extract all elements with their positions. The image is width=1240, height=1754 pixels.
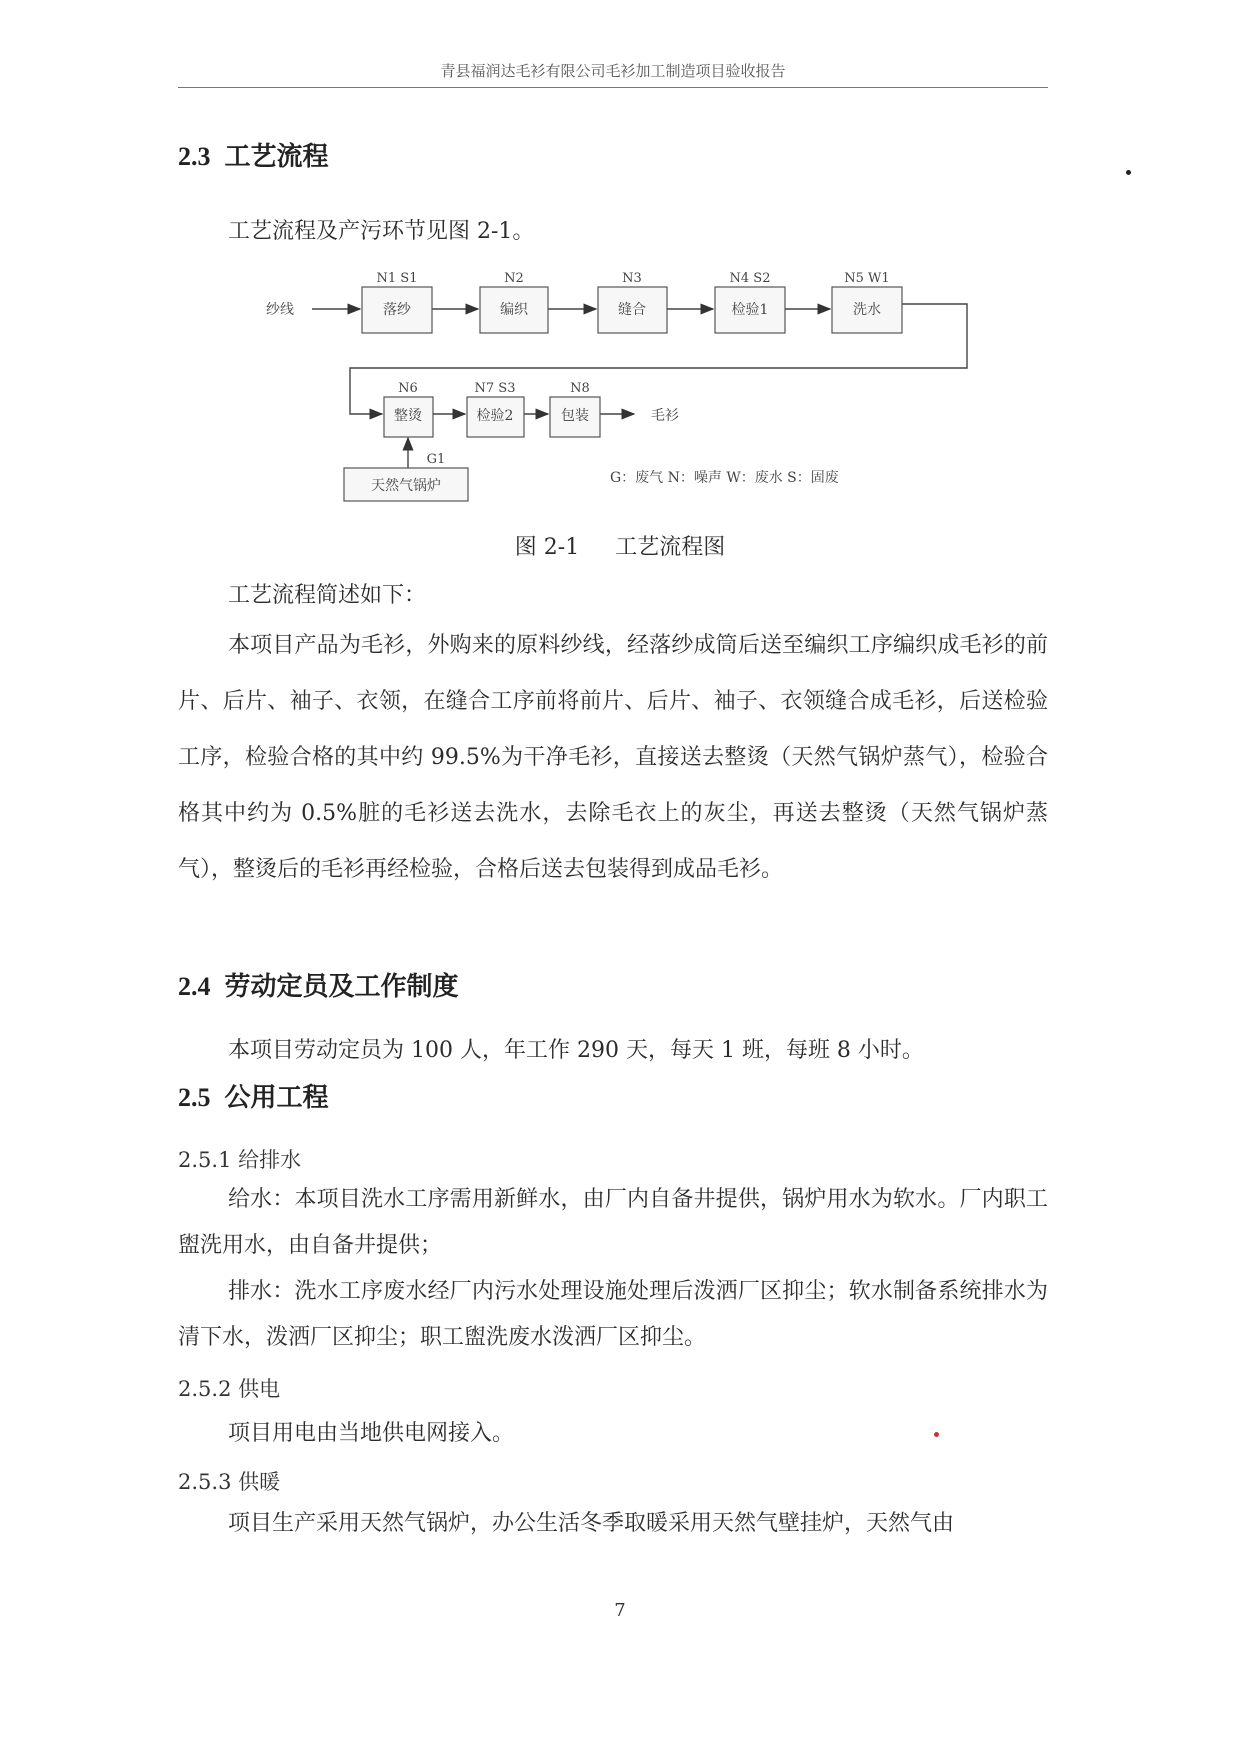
subsection-heading: 2.5.2 供电 [178,1377,281,1401]
flow-step-label: 落纱 [383,302,411,318]
flow-intro-text: 工艺流程及产污环节见图 2-1。 [228,219,535,244]
subsection-heading: 2.5.1 给排水 [178,1148,302,1172]
flow-input-label: 纱线 [266,302,294,318]
section-heading-2-4 [178,966,459,1003]
section-title: 工艺流程 [224,142,329,172]
flow-legend: G：废气 N：噪声 W：废水 S：固废 [610,470,839,486]
boiler-tag: G1 [426,452,446,467]
flow-step-label: 编织 [500,302,528,318]
scan-speck [934,1432,939,1437]
process-summary-label: 工艺流程简述如下： [228,583,427,608]
heating-text: 项目生产采用天然气锅炉，办公生活冬季取暖采用天然气壁挂炉，天然气由 [228,1511,955,1536]
figure-number: 图 2-1 [514,535,580,560]
staffing-text: 本项目劳动定员为 100 人，年工作 290 天，每天 1 班，每班 8 小时。 [228,1038,924,1063]
flow-step-tag: N6 [398,381,418,396]
water-supply-paragraph: 给水：本项目洗水工序需用新鲜水，由厂内自备井提供，锅炉用水为软水。厂内职工盥洗用水，由自备井提供； [178,1187,1048,1258]
flow-step-tag: N2 [504,271,524,286]
flow-step-label: 洗水 [853,302,881,318]
flow-step-label: 包装 [561,408,589,424]
document-header: 青县福润达毛衫有限公司毛衫加工制造项目验收报告 [440,62,786,80]
figure-title: 工艺流程图 [615,535,726,560]
power-supply-text: 项目用电由当地供电网接入。 [228,1421,515,1446]
section-number: 2.3 [178,142,211,171]
subsection-heading: 2.5.3 供暖 [178,1470,281,1494]
drainage-paragraph: 排水：洗水工序废水经厂内污水处理设施处理后泼洒厂区抑尘；软水制备系统排水为清下水，泼洒厂区抑尘；职工盥洗废水泼洒厂区抑尘。 [178,1279,1048,1350]
flow-step-label: 检验2 [476,408,514,424]
section-number: 2.5 [178,1083,211,1112]
flow-step-label: 缝合 [618,302,646,318]
flow-step-tag: N5 W1 [844,271,890,286]
flow-step-label: 检验1 [731,302,769,318]
boiler-label: 天然气锅炉 [371,478,441,494]
section-heading-2-5 [178,1077,329,1114]
section-number: 2.4 [178,972,211,1001]
section-heading-2-3 [178,136,329,173]
flow-step-label: 整烫 [394,408,422,424]
section-title: 劳动定员及工作制度 [224,972,459,1002]
process-summary-paragraph: 本项目产品为毛衫，外购来的原料纱线，经落纱成筒后送至编织工序编织成毛衫的前片、后片、袖子、衣领，在缝合工序前将前片、后片、袖子、衣领缝合成毛衫，后送检验工序，检验合格的其中约 99.5%为干净毛衫，直接送去整烫（天然气锅炉蒸气），检验合格其中约为 0.5%脏的毛衫送去洗水，去除毛衣上的灰尘，再送去整烫（天然气锅炉蒸气），整烫后的毛衫再经检验，合格后送去包装得到成品毛衫。 [178,633,1048,882]
figure-caption [0,530,1240,561]
flow-step-tag: N1 S1 [376,271,418,286]
header-divider [178,87,1048,88]
flow-output-label: 毛衫 [651,408,679,424]
scan-speck [1126,170,1131,175]
flow-step-tag: N7 S3 [474,381,516,396]
flow-step-tag: N3 [622,271,642,286]
page-number: 7 [614,1600,626,1621]
section-title: 公用工程 [224,1083,329,1113]
flow-step-tag: N8 [570,381,590,396]
process-flowchart [0,262,1240,522]
flow-step-tag: N4 S2 [729,271,771,286]
